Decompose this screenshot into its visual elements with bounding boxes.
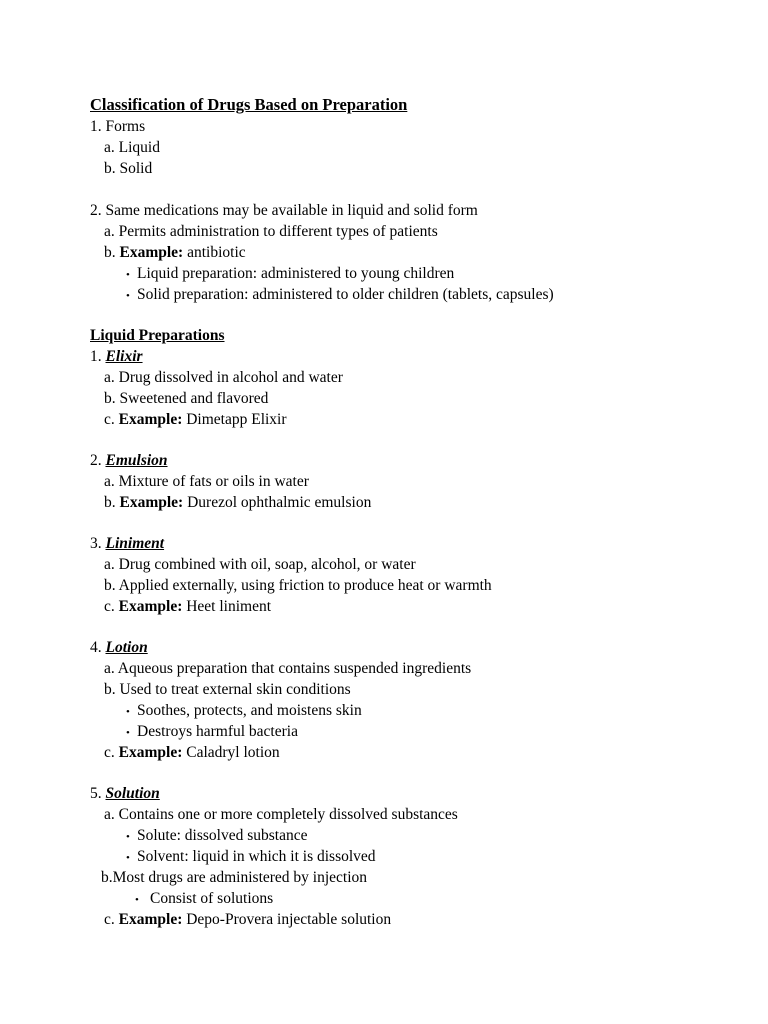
solution-term: Solution (105, 785, 160, 802)
same-medications-item-b: b. Example: antibiotic (104, 244, 246, 261)
example-label: Example: (119, 494, 184, 511)
elixir-item-c: c. Example: Dimetapp Elixir (104, 411, 287, 428)
lotion-term: Lotion (105, 639, 148, 656)
liniment-item-b: b. Applied externally, using friction to produce heat or warmth (104, 577, 492, 594)
liniment-heading: 3. Liniment (90, 535, 165, 552)
bullet-icon: • (126, 290, 130, 302)
bullet-icon: • (126, 831, 130, 843)
bullet-icon: • (126, 852, 130, 864)
elixir-item-b: b. Sweetened and flavored (104, 390, 269, 407)
bullet-item: • Liquid preparation: administered to young children (126, 265, 455, 282)
liniment-item-a: a. Drug combined with oil, soap, alcohol, or water (104, 556, 416, 573)
same-medications-heading: 2. Same medications may be available in liquid and solid form (90, 202, 478, 219)
bullet-item: • Destroys harmful bacteria (126, 723, 298, 740)
bullet-item: • Solid preparation: administered to older children (tablets, capsules) (126, 286, 554, 303)
elixir-heading: 1. Elixir (90, 348, 143, 365)
bullet-item: • Solute: dissolved substance (126, 827, 308, 844)
solution-item-c: c. Example: Depo-Provera injectable solution (104, 911, 392, 928)
bullet-icon: • (126, 727, 130, 739)
emulsion-item-b: b. Example: Durezol ophthalmic emulsion (104, 494, 372, 511)
liniment-item-c: c. Example: Heet liniment (104, 598, 272, 615)
lotion-item-b: b. Used to treat external skin conditions (104, 681, 351, 698)
solution-item-a: a. Contains one or more completely dissolved substances (104, 806, 458, 823)
example-label: Example: (118, 911, 183, 928)
bullet-icon: • (135, 894, 139, 906)
lotion-item-a: a. Aqueous preparation that contains suspended ingredients (104, 660, 472, 677)
bullet-item: • Consist of solutions (135, 890, 274, 907)
solution-heading: 5. Solution (90, 785, 160, 802)
example-label: Example: (118, 744, 183, 761)
emulsion-heading: 2. Emulsion (90, 452, 168, 469)
lotion-item-c: c. Example: Caladryl lotion (104, 744, 280, 761)
emulsion-term: Emulsion (105, 452, 168, 469)
bullet-item: • Solvent: liquid in which it is dissolved (126, 848, 376, 865)
same-medications-item-a: a. Permits administration to different types of patients (104, 223, 438, 240)
forms-heading: 1. Forms (90, 118, 146, 135)
elixir-item-a: a. Drug dissolved in alcohol and water (104, 369, 343, 386)
forms-item-a: a. Liquid (104, 139, 160, 156)
bullet-icon: • (126, 706, 130, 718)
liniment-term: Liniment (105, 535, 165, 552)
example-label: Example: (118, 411, 183, 428)
solution-item-b: b.Most drugs are administered by injection (101, 869, 368, 886)
example-label: Example: (118, 598, 183, 615)
example-label: Example: (119, 244, 184, 261)
bullet-icon: • (126, 269, 130, 281)
emulsion-item-a: a. Mixture of fats or oils in water (104, 473, 309, 490)
page-title: Classification of Drugs Based on Preparation (90, 95, 408, 114)
forms-item-b: b. Solid (104, 160, 153, 177)
elixir-term: Elixir (105, 348, 143, 365)
bullet-item: • Soothes, protects, and moistens skin (126, 702, 362, 719)
lotion-heading: 4. Lotion (90, 639, 148, 656)
liquid-preparations-heading: Liquid Preparations (90, 327, 225, 344)
